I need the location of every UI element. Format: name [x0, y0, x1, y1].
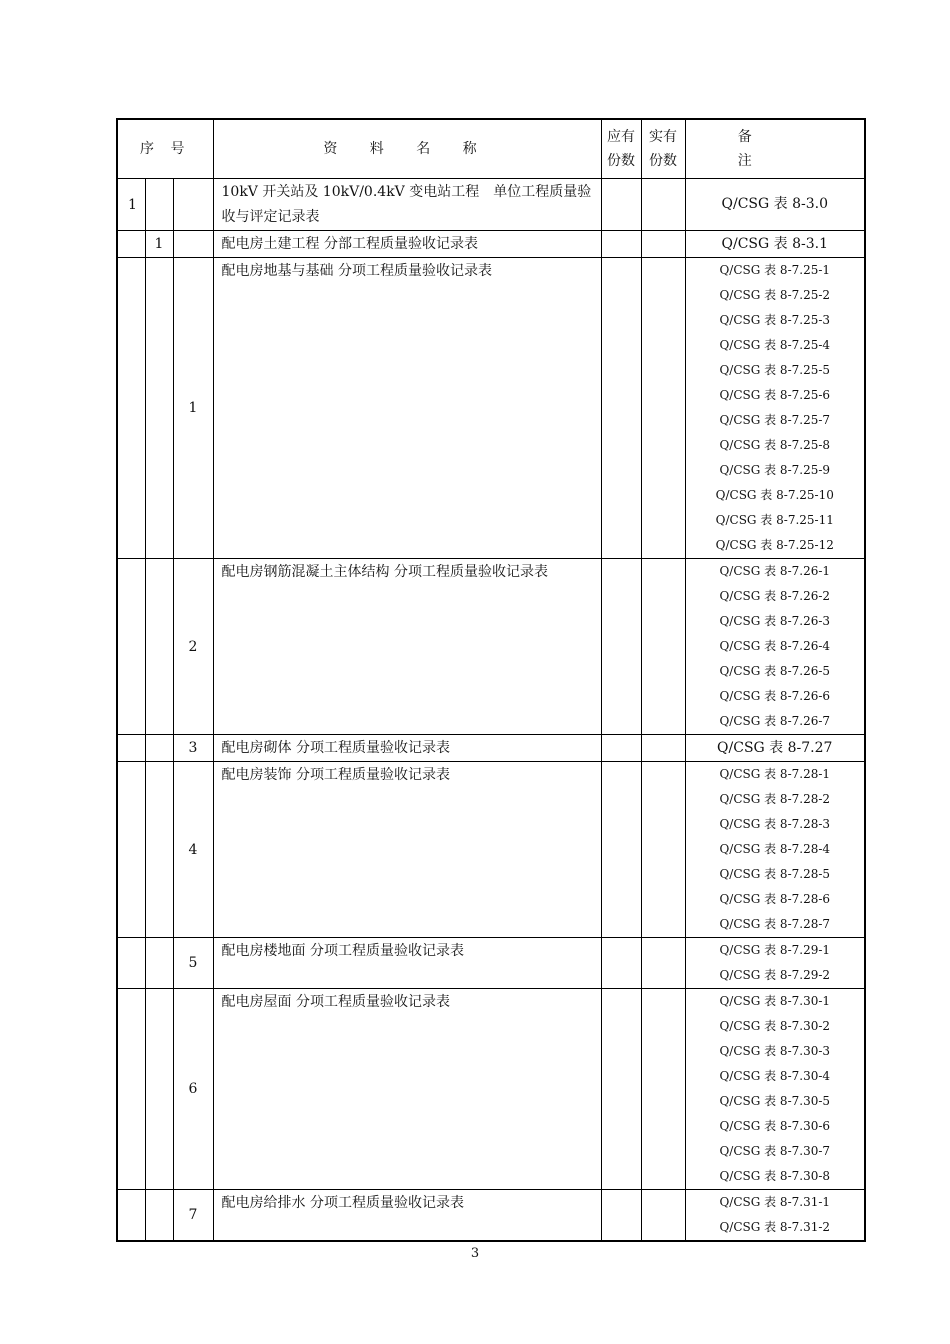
document-name-cell: 10kV 开关站及 10kV/0.4kV 变电站工程 单位工程质量验收与评定记录表 [213, 179, 601, 231]
seq-level1-cell [117, 989, 145, 1190]
expected-count-cell [601, 231, 641, 258]
remark-code: Q/CSG 表 8-7.29-2 [719, 968, 831, 982]
remark-code: Q/CSG 表 8-7.25-4 [719, 338, 831, 352]
remark-code: Q/CSG 表 8-7.30-8 [719, 1169, 831, 1183]
seq-level3-cell: 3 [173, 735, 213, 762]
remark-code: Q/CSG 表 8-7.25-1 [719, 263, 831, 277]
seq-level1-cell [117, 762, 145, 938]
remark-code: Q/CSG 表 8-7.30-2 [719, 1019, 831, 1033]
seq-level3-cell: 4 [173, 762, 213, 938]
remark-code: Q/CSG 表 8-3.1 [721, 235, 828, 252]
table-row [117, 938, 865, 989]
actual-count-cell [641, 735, 685, 762]
seq-level2-cell [145, 258, 173, 559]
seq-level3-cell: 2 [173, 559, 213, 735]
remark-code: Q/CSG 表 8-7.30-7 [719, 1144, 831, 1158]
actual-count-cell [641, 1190, 685, 1242]
remark-code: Q/CSG 表 8-7.28-5 [719, 867, 831, 881]
remarks-cell [685, 179, 865, 231]
remark-code: Q/CSG 表 8-7.26-7 [719, 714, 831, 728]
remark-code: Q/CSG 表 8-7.25-2 [719, 288, 831, 302]
table-row [117, 179, 865, 231]
remark-code: Q/CSG 表 8-7.25-12 [715, 538, 834, 552]
expected-count-cell [601, 1190, 641, 1242]
seq-level2-cell [145, 179, 173, 231]
header-seq: 序 号 [117, 119, 213, 179]
seq-level2-cell [145, 938, 173, 989]
actual-count-cell [641, 258, 685, 559]
table-row [117, 735, 865, 762]
remark-code: Q/CSG 表 8-7.30-6 [719, 1119, 831, 1133]
remark-code: Q/CSG 表 8-7.25-8 [719, 438, 831, 452]
expected-count-cell [601, 559, 641, 735]
remarks-cell [685, 559, 865, 735]
remark-code: Q/CSG 表 8-7.30-5 [719, 1094, 831, 1108]
document-name-cell: 配电房装饰 分项工程质量验收记录表 [213, 762, 601, 938]
seq-level1-cell [117, 1190, 145, 1242]
header-expected-count: 应有 份数 [601, 119, 641, 179]
remark-code: Q/CSG 表 8-3.0 [721, 196, 828, 212]
seq-level2-cell [145, 735, 173, 762]
document-name-cell: 配电房屋面 分项工程质量验收记录表 [213, 989, 601, 1190]
table-row [117, 1190, 865, 1242]
header-actual-count: 实有 份数 [641, 119, 685, 179]
remark-code: Q/CSG 表 8-7.25-3 [719, 313, 831, 327]
remark-code: Q/CSG 表 8-7.28-3 [719, 817, 831, 831]
table-row [117, 559, 865, 735]
seq-level1-cell [117, 938, 145, 989]
header-name: 资 料 名 称 [213, 119, 601, 179]
remark-code: Q/CSG 表 8-7.26-1 [719, 564, 831, 578]
actual-count-cell [641, 231, 685, 258]
table-row [117, 258, 865, 559]
remarks-cell [685, 231, 865, 258]
remark-code: Q/CSG 表 8-7.25-7 [719, 413, 831, 427]
document-name-cell: 配电房地基与基础 分项工程质量验收记录表 [213, 258, 601, 559]
expected-count-cell [601, 989, 641, 1190]
seq-level3-cell [173, 179, 213, 231]
actual-count-cell [641, 938, 685, 989]
seq-level3-cell: 1 [173, 258, 213, 559]
actual-count-cell [641, 179, 685, 231]
seq-level1-cell: 1 [117, 179, 145, 231]
table-row [117, 762, 865, 938]
seq-level1-cell [117, 735, 145, 762]
seq-level2-cell [145, 559, 173, 735]
page-number: 3 [470, 1246, 480, 1261]
document-name-cell: 配电房给排水 分项工程质量验收记录表 [213, 1190, 601, 1242]
remark-code: Q/CSG 表 8-7.25-11 [715, 513, 834, 527]
remark-code: Q/CSG 表 8-7.25-9 [719, 463, 831, 477]
expected-count-cell [601, 179, 641, 231]
actual-count-cell [641, 559, 685, 735]
remark-code: Q/CSG 表 8-7.28-7 [719, 917, 831, 931]
remarks-cell [685, 989, 865, 1190]
remark-code: Q/CSG 表 8-7.25-10 [715, 488, 834, 502]
remark-code: Q/CSG 表 8-7.26-5 [719, 664, 831, 678]
header-row [117, 119, 865, 179]
seq-level1-cell [117, 258, 145, 559]
remark-code: Q/CSG 表 8-7.28-1 [719, 767, 831, 781]
seq-level2-cell [145, 989, 173, 1190]
remark-code: Q/CSG 表 8-7.25-6 [719, 388, 831, 402]
remarks-cell [685, 938, 865, 989]
remark-code: Q/CSG 表 8-7.30-4 [719, 1069, 831, 1083]
remarks-cell [685, 735, 865, 762]
seq-level2-cell [145, 1190, 173, 1242]
document-name-cell: 配电房砌体 分项工程质量验收记录表 [213, 735, 601, 762]
actual-count-cell [641, 762, 685, 938]
seq-level3-cell [173, 231, 213, 258]
expected-count-cell [601, 735, 641, 762]
table-row [117, 231, 865, 258]
document-name-cell: 配电房楼地面 分项工程质量验收记录表 [213, 938, 601, 989]
document-name-cell: 配电房土建工程 分部工程质量验收记录表 [213, 231, 601, 258]
seq-level1-cell [117, 559, 145, 735]
remarks-cell [685, 1190, 865, 1242]
remark-code: Q/CSG 表 8-7.26-2 [719, 589, 831, 603]
actual-count-cell [641, 989, 685, 1190]
remark-code: Q/CSG 表 8-7.31-1 [719, 1195, 831, 1209]
remark-code: Q/CSG 表 8-7.29-1 [719, 943, 831, 957]
remark-code: Q/CSG 表 8-7.26-6 [719, 689, 831, 703]
seq-level3-cell: 7 [173, 1190, 213, 1242]
remarks-cell [685, 258, 865, 559]
document-name-cell: 配电房钢筋混凝土主体结构 分项工程质量验收记录表 [213, 559, 601, 735]
remark-code: Q/CSG 表 8-7.25-5 [719, 363, 831, 377]
remark-code: Q/CSG 表 8-7.27 [717, 739, 833, 756]
remark-code: Q/CSG 表 8-7.26-3 [719, 614, 831, 628]
expected-count-cell [601, 938, 641, 989]
seq-level3-cell: 5 [173, 938, 213, 989]
expected-count-cell [601, 762, 641, 938]
seq-level3-cell: 6 [173, 989, 213, 1190]
seq-level2-cell: 1 [145, 231, 173, 258]
remark-code: Q/CSG 表 8-7.28-2 [719, 792, 831, 806]
remark-code: Q/CSG 表 8-7.31-2 [719, 1220, 831, 1234]
expected-count-cell [601, 258, 641, 559]
remark-code: Q/CSG 表 8-7.30-1 [719, 994, 831, 1008]
table-row [117, 989, 865, 1190]
remark-code: Q/CSG 表 8-7.28-6 [719, 892, 831, 906]
remark-code: Q/CSG 表 8-7.30-3 [719, 1044, 831, 1058]
seq-level2-cell [145, 762, 173, 938]
remark-code: Q/CSG 表 8-7.28-4 [719, 842, 831, 856]
seq-level1-cell [117, 231, 145, 258]
records-table [116, 118, 866, 1242]
remark-code: Q/CSG 表 8-7.26-4 [719, 639, 831, 653]
header-remarks: 备 注 [685, 119, 865, 179]
remarks-cell [685, 762, 865, 938]
